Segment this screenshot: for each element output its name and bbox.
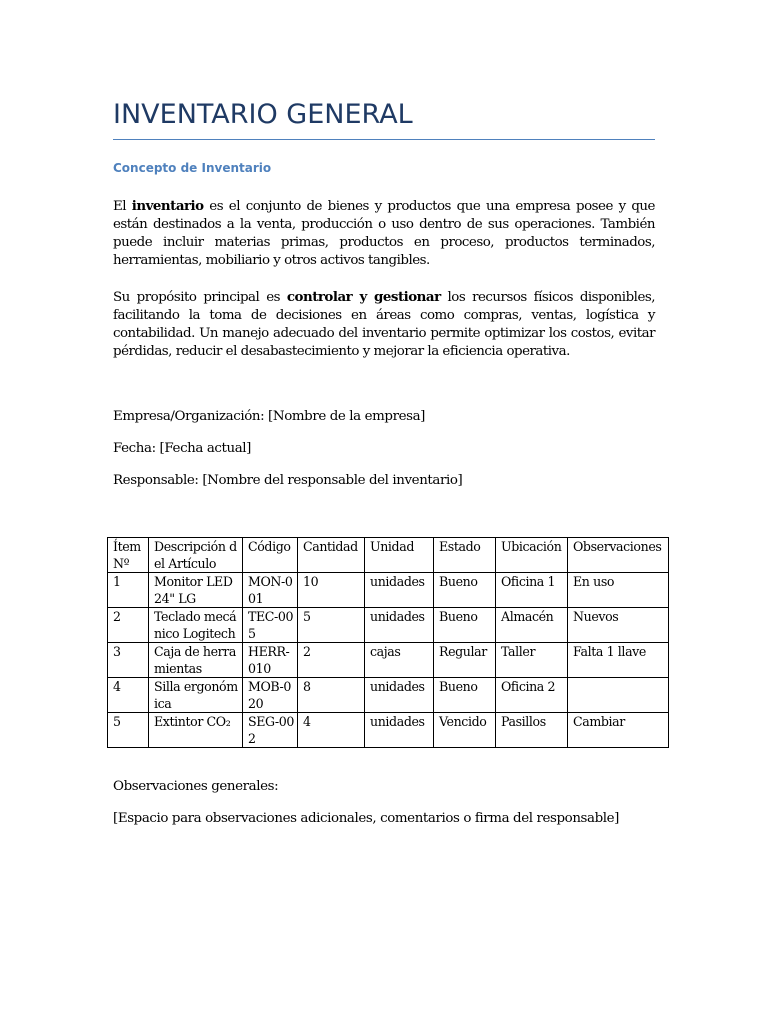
table-cell: 10 bbox=[298, 573, 365, 608]
table-cell: Bueno bbox=[434, 678, 496, 713]
title-underline bbox=[113, 139, 655, 140]
paragraph-definition bbox=[113, 197, 655, 270]
table-cell: MON-001 bbox=[243, 573, 298, 608]
table-row bbox=[108, 643, 669, 678]
table-cell: Pasillos bbox=[496, 713, 568, 748]
table-cell: 4 bbox=[298, 713, 365, 748]
table-cell: Bueno bbox=[434, 608, 496, 643]
paragraph-purpose-text-start: Su propósito principal es bbox=[113, 290, 287, 305]
table-cell: MOB-020 bbox=[243, 678, 298, 713]
table-cell bbox=[568, 678, 669, 713]
field-empresa: Empresa/Organización: [Nombre de la empresa] bbox=[113, 409, 425, 424]
table-cell: 8 bbox=[298, 678, 365, 713]
table-cell: Bueno bbox=[434, 573, 496, 608]
section-subheading: Concepto de Inventario bbox=[113, 161, 272, 175]
table-cell: Silla ergonómica bbox=[149, 678, 243, 713]
table-cell: unidades bbox=[365, 608, 434, 643]
header-cell-item: Ítem Nº bbox=[108, 538, 149, 573]
header-cell-location: Ubicación bbox=[496, 538, 568, 573]
general-observations-space: [Espacio para observaciones adicionales, comentarios o firma del responsable] bbox=[113, 811, 619, 826]
table-cell: HERR-010 bbox=[243, 643, 298, 678]
field-responsable: Responsable: [Nombre del responsable del inventario] bbox=[113, 473, 463, 488]
paragraph-purpose-text-end: los recursos físicos disponibles, facilitando la toma de decisiones en áreas como compras, ventas, logística y contabilidad. Un manejo adecuado del inventario permite optimizar los costos, evitar pérdidas, reducir el desabastecimiento y mejorar la eficiencia operativa. bbox=[113, 290, 655, 359]
table-cell: unidades bbox=[365, 678, 434, 713]
table-row bbox=[108, 608, 669, 643]
table-cell: unidades bbox=[365, 573, 434, 608]
table-row bbox=[108, 678, 669, 713]
header-cell-quantity: Cantidad bbox=[298, 538, 365, 573]
table-cell: 5 bbox=[108, 713, 149, 748]
table-cell: Caja de herramientas bbox=[149, 643, 243, 678]
table-cell: TEC-005 bbox=[243, 608, 298, 643]
header-cell-description: Descripción del Artículo bbox=[149, 538, 243, 573]
paragraph-purpose bbox=[113, 288, 655, 361]
table-cell: Nuevos bbox=[568, 608, 669, 643]
paragraph-purpose-bold: controlar y gestionar bbox=[286, 289, 441, 305]
table-header-row bbox=[108, 538, 669, 573]
table-cell: Taller bbox=[496, 643, 568, 678]
inventory-table bbox=[107, 537, 669, 748]
table-cell: 2 bbox=[108, 608, 149, 643]
header-cell-unit: Unidad bbox=[365, 538, 434, 573]
table-cell: En uso bbox=[568, 573, 669, 608]
table-cell: Cambiar bbox=[568, 713, 669, 748]
table-cell: unidades bbox=[365, 713, 434, 748]
table-cell: 3 bbox=[108, 643, 149, 678]
table-cell: Extintor CO₂ bbox=[149, 713, 243, 748]
table-cell: SEG-002 bbox=[243, 713, 298, 748]
table-cell: Oficina 1 bbox=[496, 573, 568, 608]
table-cell: Falta 1 llave bbox=[568, 643, 669, 678]
field-fecha: Fecha: [Fecha actual] bbox=[113, 441, 252, 456]
paragraph-definition-bold: inventario bbox=[131, 198, 204, 214]
table-cell: 5 bbox=[298, 608, 365, 643]
table-cell: Oficina 2 bbox=[496, 678, 568, 713]
table-cell: Vencido bbox=[434, 713, 496, 748]
table-cell: cajas bbox=[365, 643, 434, 678]
paragraph-definition-text-start: El bbox=[113, 199, 132, 214]
table-cell: Monitor LED 24" LG bbox=[149, 573, 243, 608]
header-cell-code: Código bbox=[243, 538, 298, 573]
header-cell-observations: Observaciones bbox=[568, 538, 669, 573]
header-cell-status: Estado bbox=[434, 538, 496, 573]
document-title: INVENTARIO GENERAL bbox=[113, 99, 413, 130]
table-cell: Regular bbox=[434, 643, 496, 678]
table-row bbox=[108, 573, 669, 608]
paragraph-definition-text-end: es el conjunto de bienes y productos que una empresa posee y que están destinados a la venta, producción o uso dentro de sus operaciones. También puede incluir materias primas, productos en proceso, productos terminados, herramientas, mobiliario y otros activos tangibles. bbox=[113, 199, 655, 268]
general-observations-label: Observaciones generales: bbox=[113, 779, 279, 794]
table-cell: 4 bbox=[108, 678, 149, 713]
table-cell: 2 bbox=[298, 643, 365, 678]
table-cell: Teclado mecánico Logitech bbox=[149, 608, 243, 643]
table-row bbox=[108, 713, 669, 748]
table-cell: Almacén bbox=[496, 608, 568, 643]
table-cell: 1 bbox=[108, 573, 149, 608]
